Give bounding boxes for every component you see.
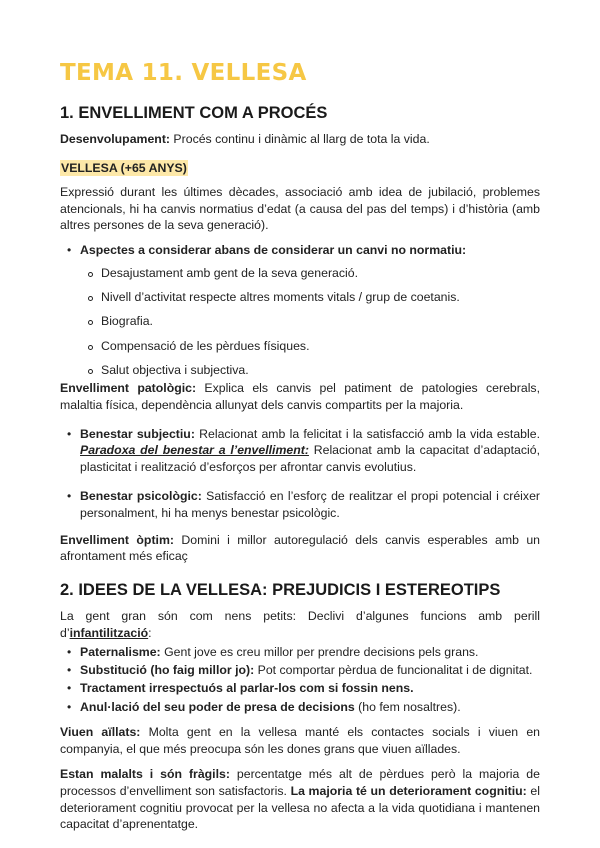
list-item: • Benestar psicològic: Satisfacció en l’esforç de realitzar el propi potencial i créixer personalment, hi ha menys benestar psicològic. (80, 488, 540, 522)
section-1-heading: 1. ENVELLIMENT COM A PROCÉS (60, 104, 328, 122)
intro-paragraph: La gent gran són com nens petits: Declivi d’algunes funcions amb perill d’infantilització: (60, 609, 540, 640)
list-item: Salut objectiva i subjectiva. (101, 362, 540, 379)
highlighted-heading: VELLESA (+65 ANYS) (61, 160, 187, 175)
term: Desenvolupament: (60, 132, 171, 146)
list-item: • Anul·lació del seu poder de presa de decisions (ho fem nosaltres). (80, 699, 540, 716)
list-item: Compensació de les pèrdues físiques. (101, 338, 540, 355)
list-item: • Substitució (ho faig millor jo): Pot comportar pèrdua de funcionalitat i de dignitat. (80, 662, 540, 679)
list-item: • Benestar subjectiu: Relacionat amb la felicitat i la satisfacció amb la vida estable. Paradoxa del benestar a l’envelliment: Relacionat amb la capacitat d’adaptació, plasticitat i realització d’esforços per afrontar canvis evolutius. (80, 426, 540, 476)
list-item: • Tractament irrespectuós al parlar-los com si fossin nens. (80, 680, 540, 697)
optimal-paragraph: Envelliment òptim: Domini i millor autoregulació dels canvis esperables amb un afrontament més eficaç (60, 532, 541, 564)
isolation-paragraph: Viuen aïllats: Molta gent en la vellesa manté els contactes socials i viuen en companyia, el que més preocupa són les dones grans que viuen aïllades. (60, 725, 541, 757)
expression-paragraph: Expressió durant les últimes dècades, associació amb idea de jubilació, problemes atencionals, hi ha canvis normatius d’edat (a causa del pas del temps) i d’història (amb altres persones de la seva generació). (60, 184, 540, 233)
list-item: • Paternalisme: Gent jove es creu millor per prendre decisions pels grans. (80, 644, 540, 661)
paradox-term: Paradoxa del benestar a l’envelliment: (80, 443, 309, 458)
list-item: Biografia. (101, 313, 540, 330)
aspects-list (60, 242, 540, 378)
pathological-paragraph: Envelliment patològic: Explica els canvis pel patiment de patologies cerebrals, malaltia física, dependència allunyat dels canvis compartits per la majoria. (60, 380, 540, 412)
list-item: Nivell d’activitat respecte altres moments vitals / grup de coetanis. (101, 289, 540, 306)
document-page (60, 58, 540, 841)
wellbeing-list (60, 426, 540, 522)
stereotype-list (60, 644, 540, 716)
development-paragraph: Desenvolupament: Procés continu i dinàmic al llarg de tota la vida. (60, 132, 430, 146)
list-item: Desajustament amb gent de la seva generació. (101, 265, 540, 282)
aspects-sublist (80, 265, 540, 379)
fragility-paragraph: Estan malalts i són fràgils: percentatge més alt de pèrdues però la majoria de processos d’envelliment son satisfactoris. La majoria té un deteriorament cognitiu: el deteriorament cognitiu provocat per la vellesa no afecta a la vida quotidiana i mantenen capacitat d’aprenentatge. (60, 766, 540, 832)
list-item: • Aspectes a considerar abans de considerar un canvi no normatiu: Desajustament amb gent de la seva generació. Nivell d’activitat respecte altres moments vitals / grup de coetanis. Biografia. Compensació de les pèrdues físiques. Salut objectiva i subjectiva. (80, 242, 540, 378)
page-title: TEMA 11. VELLESA (60, 60, 307, 86)
section-2-heading: 2. IDEES DE LA VELLESA: PREJUDICIS I ESTEREOTIPS (60, 581, 501, 600)
